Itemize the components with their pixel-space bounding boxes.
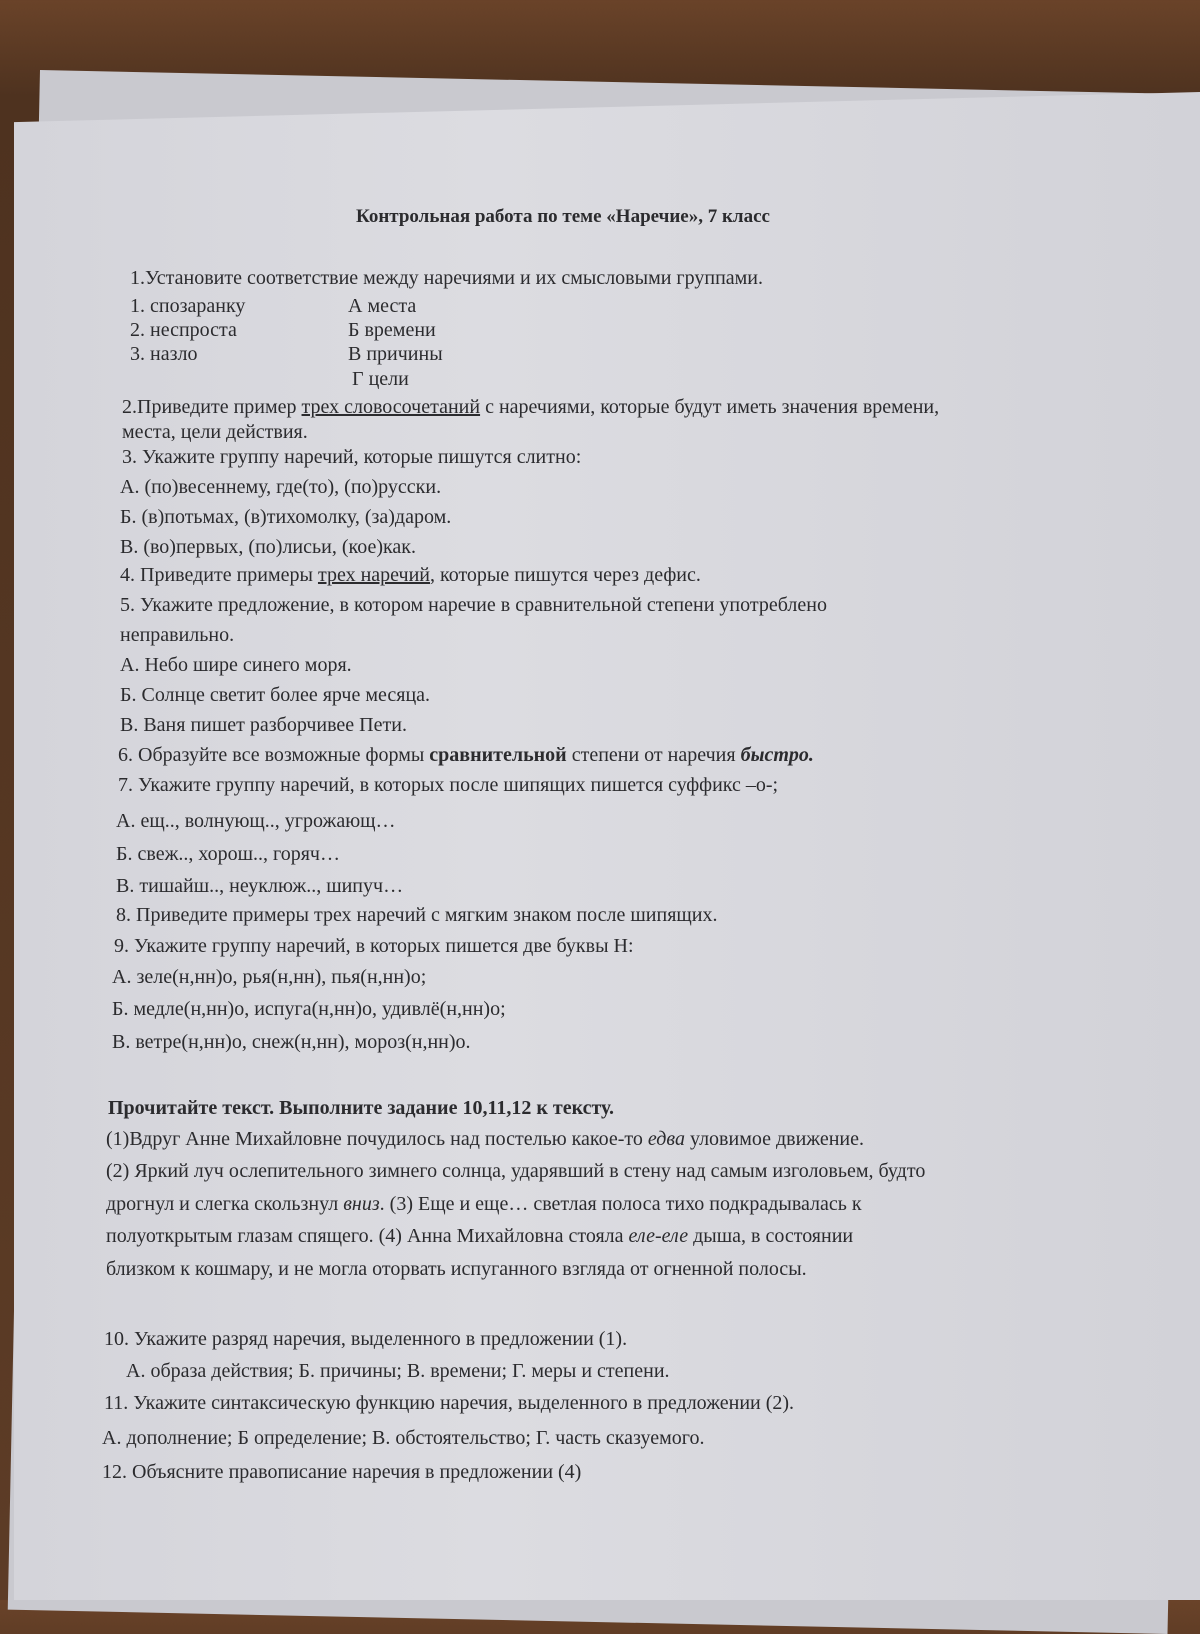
reading-italic: вниз bbox=[343, 1193, 380, 1215]
reading-line: (2) Яркий луч ослепительного зимнего солнца, ударявший в стену над самым изголовьем, будто bbox=[106, 1160, 926, 1182]
q3-option: Б. (в)потьмах, (в)тихомолку, (за)даром. bbox=[120, 506, 452, 528]
question-5: 5. Укажите предложение, в котором наречие в сравнительной степени употреблено bbox=[120, 594, 827, 616]
reading-line bbox=[106, 1224, 853, 1248]
q6-text: 6. Образуйте все возможные формы bbox=[118, 744, 430, 766]
reading-line: близком к кошмару, и не могла оторвать испуганного взгляда от огненной полосы. bbox=[106, 1258, 807, 1280]
q2-underlined: трех словосочетаний bbox=[301, 396, 481, 418]
q3-option: В. (во)первых, (по)лисьи, (кое)как. bbox=[120, 536, 416, 558]
q4-underlined: трех наречий bbox=[317, 564, 430, 586]
question-8: 8. Приведите примеры трех наречий с мягким знаком после шипящих. bbox=[116, 904, 718, 926]
question-3: 3. Укажите группу наречий, которые пишутся слитно: bbox=[122, 446, 582, 468]
q7-option: А. ещ.., волнующ.., угрожающ… bbox=[116, 810, 396, 832]
question-2 bbox=[122, 395, 939, 419]
q1-left-item: 3. назло bbox=[130, 343, 198, 365]
q1-right-item: В причины bbox=[348, 343, 443, 365]
q5-option: Б. Солнце светит более ярче месяца. bbox=[120, 684, 431, 706]
question-9: 9. Укажите группу наречий, в которых пишется две буквы Н: bbox=[114, 935, 634, 957]
reading-text: дрогнул и слегка скользнул bbox=[106, 1193, 344, 1215]
q2-text: 2.Приведите пример bbox=[122, 396, 302, 418]
q7-option: В. тишайш.., неуклюж.., шипуч… bbox=[116, 875, 404, 897]
q9-option: В. ветре(н,нн)о, снеж(н,нн), мороз(н,нн)о. bbox=[112, 1031, 471, 1053]
reading-text: дыша, в состоянии bbox=[688, 1225, 854, 1247]
question-1: 1.Установите соответствие между наречиями и их смысловыми группами. bbox=[130, 267, 764, 289]
reading-text: уловимое движение. bbox=[684, 1128, 865, 1150]
q9-option: Б. медле(н,нн)о, испуга(н,нн)о, удивлё(н,нн)о; bbox=[112, 998, 506, 1020]
q10-options: А. образа действия; Б. причины; В. времени; Г. меры и степени. bbox=[126, 1360, 670, 1382]
question-4 bbox=[120, 563, 701, 587]
question-11: 11. Укажите синтаксическую функцию наречия, выделенного в предложении (2). bbox=[104, 1392, 795, 1414]
reading-line bbox=[106, 1192, 862, 1216]
q6-bold: сравнительной bbox=[429, 744, 567, 766]
q7-option: Б. свеж.., хорош.., горяч… bbox=[116, 843, 340, 865]
q1-right-item: Г цели bbox=[352, 368, 409, 390]
q4-text: 4. Приведите примеры bbox=[120, 564, 318, 586]
page-title: Контрольная работа по теме «Наречие», 7 класс bbox=[356, 206, 770, 227]
question-10: 10. Укажите разряд наречия, выделенного в предложении (1). bbox=[104, 1328, 628, 1350]
reading-italic: еле-еле bbox=[628, 1225, 689, 1247]
q11-options: А. дополнение; Б определение; В. обстоятельство; Г. часть сказуемого. bbox=[102, 1427, 705, 1449]
q1-left-item: 1. спозаранку bbox=[130, 295, 246, 317]
reading-heading: Прочитайте текст. Выполните задание 10,11,12 к тексту. bbox=[108, 1097, 615, 1119]
question-2-line2: места, цели действия. bbox=[122, 421, 308, 443]
q5-option: В. Ваня пишет разборчивее Пети. bbox=[120, 714, 407, 736]
reading-italic: едва bbox=[647, 1128, 685, 1150]
question-6 bbox=[118, 743, 814, 767]
q5-option: А. Небо шире синего моря. bbox=[120, 654, 352, 676]
q4-text-end: , которые пишутся через дефис. bbox=[430, 564, 701, 586]
reading-text: (1)Вдруг Анне Михайловне почудилось над постелью какое-то bbox=[106, 1128, 648, 1150]
q1-right-item: Б времени bbox=[348, 319, 436, 341]
question-12: 12. Объясните правописание наречия в предложении (4) bbox=[102, 1461, 582, 1483]
q6-text-mid: степени от наречия bbox=[566, 744, 741, 766]
question-5-line2: неправильно. bbox=[120, 624, 235, 646]
q1-left-item: 2. неспроста bbox=[130, 319, 237, 341]
reading-text: . (3) Еще и еще… светлая полоса тихо подкрадывалась к bbox=[379, 1193, 862, 1215]
question-7: 7. Укажите группу наречий, в которых после шипящих пишется суффикс –о-; bbox=[118, 774, 779, 796]
q6-bold-italic: быстро. bbox=[740, 744, 814, 766]
reading-text: полуоткрытым глазам спящего. (4) Анна Михайловна стояла bbox=[106, 1225, 629, 1247]
reading-line bbox=[106, 1127, 864, 1151]
q2-text-end: с наречиями, которые будут иметь значения времени, bbox=[480, 396, 940, 418]
q9-option: А. зеле(н,нн)о, рья(н,нн), пья(н,нн)о; bbox=[112, 966, 427, 988]
q3-option: А. (по)весеннему, где(то), (по)русски. bbox=[120, 476, 442, 498]
q1-right-item: А места bbox=[348, 295, 417, 317]
